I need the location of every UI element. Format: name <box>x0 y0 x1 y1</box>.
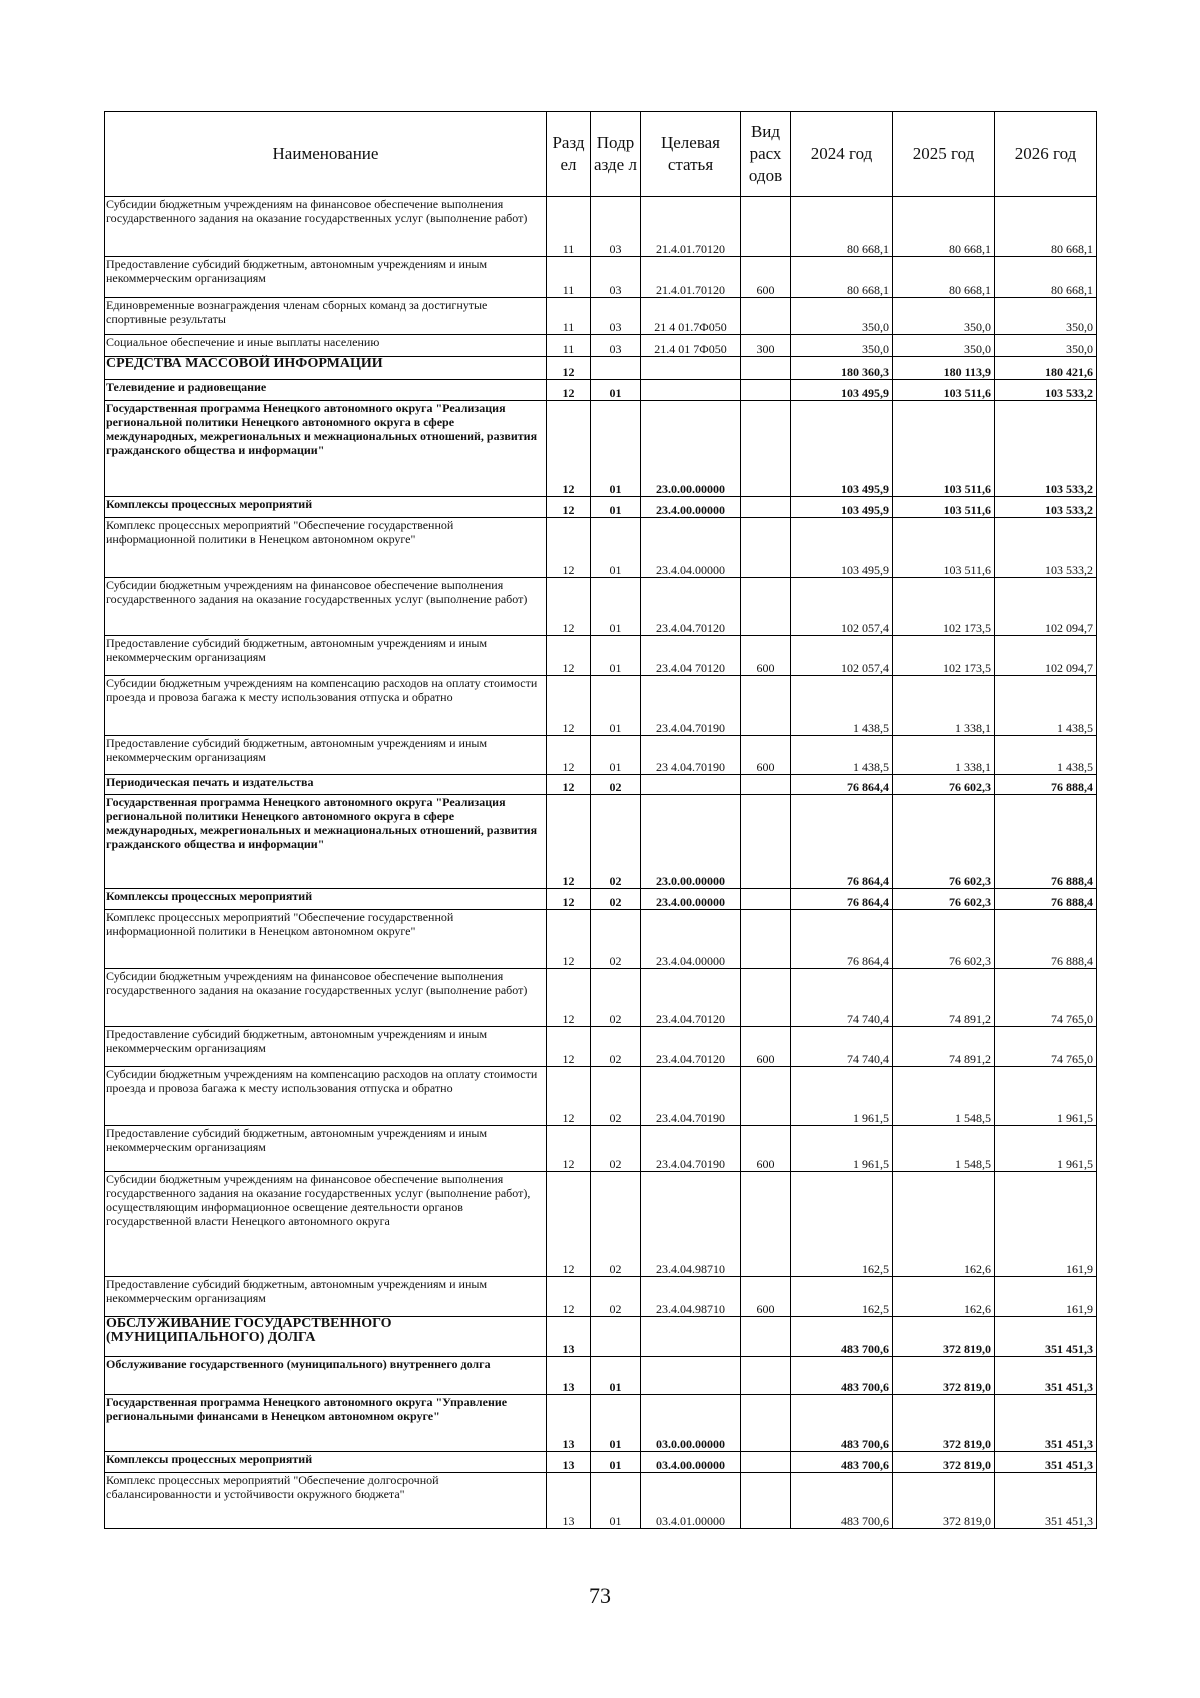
row-2026: 76 888,4 <box>995 910 1097 969</box>
row-expense-type <box>741 578 791 636</box>
table-row <box>105 257 1097 298</box>
row-expense-type <box>741 497 791 518</box>
row-2025: 80 668,1 <box>893 197 995 257</box>
row-2024: 483 700,6 <box>791 1317 893 1357</box>
row-target: 23.0.00.00000 <box>641 795 741 889</box>
row-subsection <box>591 1317 641 1357</box>
row-2025: 1 338,1 <box>893 736 995 775</box>
row-2025: 372 819,0 <box>893 1473 995 1529</box>
row-name: Комплексы процессных мероприятий <box>105 497 547 518</box>
row-target: 21 4 01.7Ф050 <box>641 298 741 335</box>
header-2024: 2024 год <box>791 112 893 197</box>
row-2026: 180 421,6 <box>995 357 1097 380</box>
row-name: Комплексы процессных мероприятий <box>105 889 547 910</box>
row-2026: 1 961,5 <box>995 1126 1097 1172</box>
row-2026: 351 451,3 <box>995 1395 1097 1452</box>
row-target <box>641 357 741 380</box>
row-expense-type <box>741 518 791 578</box>
table-row <box>105 298 1097 335</box>
row-expense-type <box>741 775 791 795</box>
row-section: 12 <box>547 578 591 636</box>
row-expense-type <box>741 1067 791 1126</box>
row-subsection: 01 <box>591 676 641 736</box>
row-name: Субсидии бюджетным учреждениям на финансовое обеспечение выполнения государственного задания на оказание государственных услуг (выполнение работ) <box>105 969 547 1027</box>
row-name: Субсидии бюджетным учреждениям на финансовое обеспечение выполнения государственного задания на оказание государственных услуг (выполнение работ) <box>105 197 547 257</box>
row-target: 23.4.04.70190 <box>641 676 741 736</box>
row-name: Предоставление субсидий бюджетным, автономным учреждениям и иным некоммерческим организациям <box>105 257 547 298</box>
row-name: Предоставление субсидий бюджетным, автономным учреждениям и иным некоммерческим организациям <box>105 636 547 676</box>
row-expense-type: 300 <box>741 335 791 357</box>
row-2026: 76 888,4 <box>995 795 1097 889</box>
row-2025: 1 338,1 <box>893 676 995 736</box>
row-2024: 103 495,9 <box>791 518 893 578</box>
row-2025: 76 602,3 <box>893 910 995 969</box>
row-expense-type: 600 <box>741 736 791 775</box>
row-subsection: 03 <box>591 257 641 298</box>
row-expense-type <box>741 889 791 910</box>
table-row <box>105 197 1097 257</box>
row-2024: 80 668,1 <box>791 257 893 298</box>
row-name: Субсидии бюджетным учреждениям на компенсацию расходов на оплату стоимости проезда и провоза багажа к месту использования отпуска и обратно <box>105 676 547 736</box>
table-row <box>105 578 1097 636</box>
row-2024: 483 700,6 <box>791 1357 893 1395</box>
header-target: Целевая статья <box>641 112 741 197</box>
row-subsection: 01 <box>591 1473 641 1529</box>
row-name: Периодическая печать и издательства <box>105 775 547 795</box>
row-target: 23.4.04.70190 <box>641 1126 741 1172</box>
row-name: Комплекс процессных мероприятий "Обеспечение долгосрочной сбалансированности и устойчивости окружного бюджета" <box>105 1473 547 1529</box>
row-expense-type <box>741 298 791 335</box>
page-number: 73 <box>589 1583 611 1608</box>
row-2026: 102 094,7 <box>995 636 1097 676</box>
row-section: 13 <box>547 1473 591 1529</box>
table-row <box>105 1473 1097 1529</box>
row-subsection: 02 <box>591 795 641 889</box>
row-2025: 162,6 <box>893 1172 995 1277</box>
row-name: ОБСЛУЖИВАНИЕ ГОСУДАРСТВЕННОГО (МУНИЦИПАЛЬНОГО) ДОЛГА <box>105 1317 547 1357</box>
row-2024: 102 057,4 <box>791 636 893 676</box>
row-target: 23.4.04.00000 <box>641 910 741 969</box>
row-target: 03.4.00.00000 <box>641 1452 741 1473</box>
row-section: 12 <box>547 910 591 969</box>
row-target: 23.4.04.70120 <box>641 578 741 636</box>
row-section: 12 <box>547 1126 591 1172</box>
row-section: 13 <box>547 1317 591 1357</box>
table-row <box>105 910 1097 969</box>
row-expense-type <box>741 1395 791 1452</box>
header-name: Наименование <box>105 112 547 197</box>
row-section: 12 <box>547 1172 591 1277</box>
row-subsection: 03 <box>591 335 641 357</box>
row-target: 03.0.00.00000 <box>641 1395 741 1452</box>
row-2025: 76 602,3 <box>893 795 995 889</box>
row-section: 12 <box>547 736 591 775</box>
row-name: Комплексы процессных мероприятий <box>105 1452 547 1473</box>
row-target: 23.4.04.00000 <box>641 518 741 578</box>
row-2026: 351 451,3 <box>995 1473 1097 1529</box>
row-2026: 351 451,3 <box>995 1357 1097 1395</box>
row-2026: 1 438,5 <box>995 676 1097 736</box>
row-2024: 74 740,4 <box>791 969 893 1027</box>
row-2024: 483 700,6 <box>791 1473 893 1529</box>
row-section: 12 <box>547 1067 591 1126</box>
row-section: 13 <box>547 1357 591 1395</box>
header-2025: 2025 год <box>893 112 995 197</box>
row-target <box>641 1357 741 1395</box>
row-2025: 74 891,2 <box>893 1027 995 1067</box>
row-subsection: 03 <box>591 197 641 257</box>
row-2026: 74 765,0 <box>995 1027 1097 1067</box>
row-2026: 1 961,5 <box>995 1067 1097 1126</box>
row-2026: 351 451,3 <box>995 1317 1097 1357</box>
row-name: Государственная программа Ненецкого автономного округа "Реализация региональной политики Ненецкого автономного округа в сфере международных, межрегиональных и межнациональных отношений, развития гражданского общества и информации" <box>105 795 547 889</box>
row-2025: 350,0 <box>893 335 995 357</box>
row-2025: 103 511,6 <box>893 380 995 401</box>
budget-table <box>104 111 1097 1529</box>
table-row <box>105 497 1097 518</box>
row-target: 23.4.04.98710 <box>641 1172 741 1277</box>
row-name: Обслуживание государственного (муниципального) внутреннего долга <box>105 1357 547 1395</box>
row-subsection: 01 <box>591 1357 641 1395</box>
header-subsection: Подр азде л <box>591 112 641 197</box>
row-section: 11 <box>547 335 591 357</box>
row-subsection: 02 <box>591 1067 641 1126</box>
row-2024: 80 668,1 <box>791 197 893 257</box>
row-section: 12 <box>547 518 591 578</box>
row-target: 21.4.01.70120 <box>641 257 741 298</box>
row-expense-type <box>741 1317 791 1357</box>
row-2026: 102 094,7 <box>995 578 1097 636</box>
row-2026: 80 668,1 <box>995 257 1097 298</box>
table-header-row <box>105 112 1097 197</box>
row-name: Предоставление субсидий бюджетным, автономным учреждениям и иным некоммерческим организациям <box>105 1126 547 1172</box>
row-subsection: 02 <box>591 1172 641 1277</box>
row-section: 12 <box>547 1277 591 1317</box>
row-expense-type <box>741 380 791 401</box>
row-name: Предоставление субсидий бюджетным, автономным учреждениям и иным некоммерческим организациям <box>105 1277 547 1317</box>
row-2024: 76 864,4 <box>791 910 893 969</box>
row-target <box>641 775 741 795</box>
row-target: 23.4.00.00000 <box>641 889 741 910</box>
row-2026: 1 438,5 <box>995 736 1097 775</box>
row-subsection: 02 <box>591 1277 641 1317</box>
table-row <box>105 1395 1097 1452</box>
table-row <box>105 518 1097 578</box>
row-subsection: 02 <box>591 969 641 1027</box>
row-2026: 350,0 <box>995 335 1097 357</box>
table-row <box>105 1172 1097 1277</box>
row-target <box>641 380 741 401</box>
row-2024: 103 495,9 <box>791 497 893 518</box>
row-2026: 351 451,3 <box>995 1452 1097 1473</box>
table-body <box>105 197 1097 1529</box>
table-row <box>105 1027 1097 1067</box>
row-expense-type: 600 <box>741 1126 791 1172</box>
row-2026: 103 533,2 <box>995 497 1097 518</box>
table-row <box>105 969 1097 1027</box>
row-name: Предоставление субсидий бюджетным, автономным учреждениям и иным некоммерческим организациям <box>105 1027 547 1067</box>
row-target: 21.4 01 7Ф050 <box>641 335 741 357</box>
row-2025: 372 819,0 <box>893 1357 995 1395</box>
row-2025: 74 891,2 <box>893 969 995 1027</box>
row-expense-type <box>741 357 791 380</box>
table-row <box>105 889 1097 910</box>
row-target: 23.0.00.00000 <box>641 401 741 497</box>
row-subsection: 03 <box>591 298 641 335</box>
row-2025: 372 819,0 <box>893 1452 995 1473</box>
table-row <box>105 1277 1097 1317</box>
row-section: 12 <box>547 497 591 518</box>
row-2026: 76 888,4 <box>995 889 1097 910</box>
row-2026: 74 765,0 <box>995 969 1097 1027</box>
row-2025: 1 548,5 <box>893 1126 995 1172</box>
row-section: 11 <box>547 197 591 257</box>
row-expense-type <box>741 1172 791 1277</box>
row-name: Субсидии бюджетным учреждениям на компенсацию расходов на оплату стоимости проезда и провоза багажа к месту использования отпуска и обратно <box>105 1067 547 1126</box>
row-2024: 1 961,5 <box>791 1126 893 1172</box>
row-subsection: 02 <box>591 775 641 795</box>
row-target: 23.4.04.70120 <box>641 1027 741 1067</box>
row-2025: 76 602,3 <box>893 775 995 795</box>
row-section: 12 <box>547 401 591 497</box>
table-row <box>105 1452 1097 1473</box>
table-row <box>105 401 1097 497</box>
row-section: 12 <box>547 969 591 1027</box>
row-subsection: 01 <box>591 1452 641 1473</box>
row-2025: 350,0 <box>893 298 995 335</box>
row-target: 21.4.01.70120 <box>641 197 741 257</box>
row-target <box>641 1317 741 1357</box>
row-2024: 483 700,6 <box>791 1395 893 1452</box>
row-section: 13 <box>547 1452 591 1473</box>
row-section: 12 <box>547 1027 591 1067</box>
row-expense-type: 600 <box>741 636 791 676</box>
row-2025: 372 819,0 <box>893 1395 995 1452</box>
row-target: 23.4.04.70120 <box>641 969 741 1027</box>
table-row <box>105 795 1097 889</box>
row-section: 12 <box>547 357 591 380</box>
row-2024: 76 864,4 <box>791 889 893 910</box>
row-expense-type <box>741 1357 791 1395</box>
row-expense-type <box>741 969 791 1027</box>
row-subsection: 01 <box>591 518 641 578</box>
row-name: Социальное обеспечение и иные выплаты населению <box>105 335 547 357</box>
row-expense-type <box>741 1473 791 1529</box>
row-2026: 103 533,2 <box>995 518 1097 578</box>
row-target: 23.4.04 70120 <box>641 636 741 676</box>
row-subsection: 02 <box>591 1126 641 1172</box>
table-row <box>105 1317 1097 1357</box>
row-target: 23 4.04.70190 <box>641 736 741 775</box>
row-name: Субсидии бюджетным учреждениям на финансовое обеспечение выполнения государственного задания на оказание государственных услуг (выполнение работ) <box>105 578 547 636</box>
row-expense-type: 600 <box>741 257 791 298</box>
row-2024: 1 438,5 <box>791 676 893 736</box>
row-2024: 74 740,4 <box>791 1027 893 1067</box>
row-target: 23.4.00.00000 <box>641 497 741 518</box>
table-row <box>105 1357 1097 1395</box>
row-subsection: 01 <box>591 401 641 497</box>
row-expense-type <box>741 676 791 736</box>
row-2024: 1 961,5 <box>791 1067 893 1126</box>
row-2024: 103 495,9 <box>791 401 893 497</box>
row-subsection: 01 <box>591 497 641 518</box>
row-2026: 161,9 <box>995 1277 1097 1317</box>
budget-table-page <box>104 111 1096 1529</box>
row-section: 12 <box>547 775 591 795</box>
header-section: Разд ел <box>547 112 591 197</box>
row-2025: 372 819,0 <box>893 1317 995 1357</box>
row-subsection: 01 <box>591 636 641 676</box>
row-subsection: 01 <box>591 380 641 401</box>
table-row <box>105 357 1097 380</box>
row-2024: 102 057,4 <box>791 578 893 636</box>
row-target: 23.4.04.98710 <box>641 1277 741 1317</box>
row-expense-type <box>741 910 791 969</box>
row-name: Государственная программа Ненецкого автономного округа "Управление региональными финансами в Ненецком автономном округе" <box>105 1395 547 1452</box>
row-section: 13 <box>547 1395 591 1452</box>
row-2025: 1 548,5 <box>893 1067 995 1126</box>
row-2024: 76 864,4 <box>791 795 893 889</box>
row-2024: 350,0 <box>791 298 893 335</box>
row-name: Комплекс процессных мероприятий "Обеспечение государственной информационной политики в Ненецком автономном округе" <box>105 910 547 969</box>
row-2024: 1 438,5 <box>791 736 893 775</box>
row-name: Государственная программа Ненецкого автономного округа "Реализация региональной политики Ненецкого автономного округа в сфере международных, межрегиональных и межнациональных отношений, развития гражданского общества и информации" <box>105 401 547 497</box>
row-2024: 180 360,3 <box>791 357 893 380</box>
header-2026: 2026 год <box>995 112 1097 197</box>
row-name: Субсидии бюджетным учреждениям на финансовое обеспечение выполнения государственного задания на оказание государственных услуг (выполнение работ), осуществляющим информационное освещение деятельности органов государственной власти Ненецкого автономного округа <box>105 1172 547 1277</box>
row-expense-type <box>741 795 791 889</box>
table-row <box>105 676 1097 736</box>
row-2026: 76 888,4 <box>995 775 1097 795</box>
row-target: 03.4.01.00000 <box>641 1473 741 1529</box>
row-name: Комплекс процессных мероприятий "Обеспечение государственной информационной политики в Ненецком автономном округе" <box>105 518 547 578</box>
row-expense-type <box>741 197 791 257</box>
row-name: СРЕДСТВА МАССОВОЙ ИНФОРМАЦИИ <box>105 357 547 380</box>
row-2024: 103 495,9 <box>791 380 893 401</box>
row-section: 12 <box>547 380 591 401</box>
row-2026: 350,0 <box>995 298 1097 335</box>
row-expense-type: 600 <box>741 1277 791 1317</box>
row-2025: 103 511,6 <box>893 497 995 518</box>
row-2025: 76 602,3 <box>893 889 995 910</box>
table-row <box>105 335 1097 357</box>
row-subsection: 02 <box>591 1027 641 1067</box>
row-target: 23.4.04.70190 <box>641 1067 741 1126</box>
row-2024: 162,5 <box>791 1172 893 1277</box>
row-2026: 80 668,1 <box>995 197 1097 257</box>
row-2024: 76 864,4 <box>791 775 893 795</box>
row-2025: 103 511,6 <box>893 518 995 578</box>
row-2025: 103 511,6 <box>893 401 995 497</box>
row-expense-type: 600 <box>741 1027 791 1067</box>
table-row <box>105 775 1097 795</box>
row-2025: 162,6 <box>893 1277 995 1317</box>
row-2025: 80 668,1 <box>893 257 995 298</box>
row-name: Предоставление субсидий бюджетным, автономным учреждениям и иным некоммерческим организациям <box>105 736 547 775</box>
row-2026: 161,9 <box>995 1172 1097 1277</box>
row-subsection: 01 <box>591 578 641 636</box>
table-row <box>105 1126 1097 1172</box>
row-subsection <box>591 357 641 380</box>
row-subsection: 01 <box>591 736 641 775</box>
row-subsection: 02 <box>591 889 641 910</box>
row-subsection: 01 <box>591 1395 641 1452</box>
row-2025: 180 113,9 <box>893 357 995 380</box>
row-section: 11 <box>547 257 591 298</box>
row-2026: 103 533,2 <box>995 380 1097 401</box>
row-2024: 162,5 <box>791 1277 893 1317</box>
row-2025: 102 173,5 <box>893 578 995 636</box>
table-row <box>105 380 1097 401</box>
row-name: Единовременные вознаграждения членам сборных команд за достигнутые спортивные результаты <box>105 298 547 335</box>
table-row <box>105 736 1097 775</box>
row-subsection: 02 <box>591 910 641 969</box>
row-section: 12 <box>547 636 591 676</box>
table-row <box>105 636 1097 676</box>
row-name: Телевидение и радиовещание <box>105 380 547 401</box>
header-expense-type: Вид расх одов <box>741 112 791 197</box>
row-section: 12 <box>547 676 591 736</box>
row-2024: 350,0 <box>791 335 893 357</box>
row-expense-type <box>741 1452 791 1473</box>
row-2025: 102 173,5 <box>893 636 995 676</box>
row-section: 11 <box>547 298 591 335</box>
row-section: 12 <box>547 889 591 910</box>
row-expense-type <box>741 401 791 497</box>
row-section: 12 <box>547 795 591 889</box>
table-row <box>105 1067 1097 1126</box>
row-2024: 483 700,6 <box>791 1452 893 1473</box>
row-2026: 103 533,2 <box>995 401 1097 497</box>
